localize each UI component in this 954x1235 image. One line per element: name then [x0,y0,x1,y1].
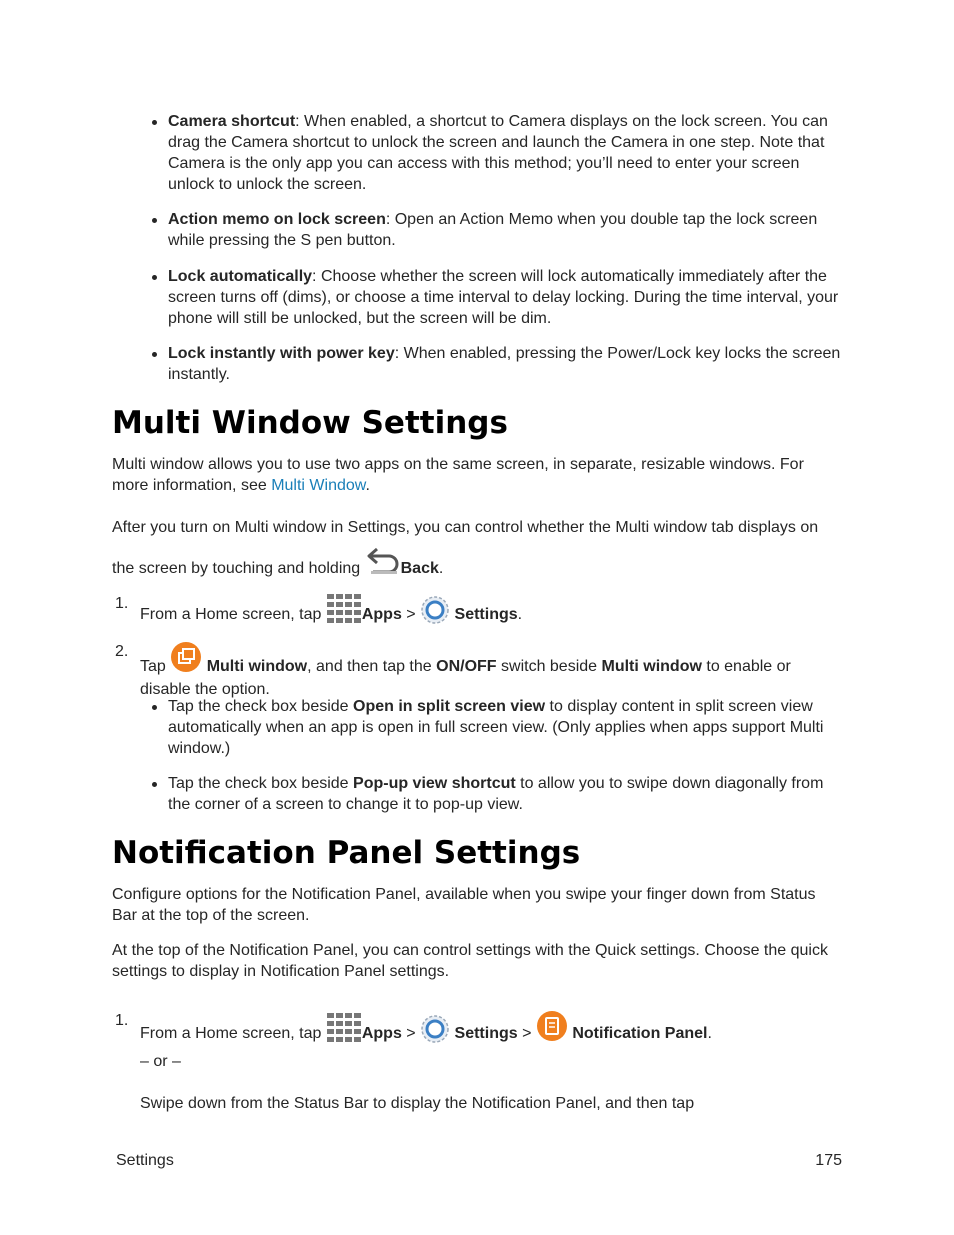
sub-text-b: to display content in split screen view automatically when an app is open in full screen view. (Only applies when apps support Multi window.) [168,698,824,757]
bullet-text: : When enabled, a shortcut to Camera displays on the lock screen. You can drag the Camera shortcut to unlock the screen and launch the Camera in one step. Note that Camera is the only app you can access with this method; you’ll need to enter your screen unlock to unlock the screen. [168,113,828,193]
settings-label: Settings [454,606,518,623]
bullet-term: Lock instantly with power key [168,345,395,362]
settings-gear-icon [420,595,450,631]
bullet-term: Lock automatically [168,268,313,285]
notification-panel-label: Notification Panel [572,1025,708,1042]
apps-grid-icon [326,1012,362,1050]
step-text-a: Tap [140,658,171,675]
sub-text-b: to allow you to swipe down diagonally from the corner of a screen to change it to pop-up view. [168,775,824,813]
separator: > [401,606,421,623]
multi-window-label-2: Multi window [601,658,702,675]
multi-window-para2 [112,510,842,590]
intro-end: . [365,477,370,494]
footer-section: Settings [116,1152,174,1169]
back-label: Back [400,560,439,577]
step-text-c: switch beside [496,658,602,675]
para2-end: . [438,560,444,577]
separator: > [517,1025,536,1042]
sub-bullet-popup-view [168,773,848,815]
heading-notification-panel: Notification Panel Settings [112,835,581,871]
bullet-lock-instantly [168,343,848,385]
heading-multi-window: Multi Window Settings [112,405,508,441]
notification-para1: Configure options for the Notification Panel, available when you swipe your finger down from Status Bar at the top of the screen. [112,886,816,924]
notification-panel-icon [536,1010,568,1048]
step-text-d: to enable or disable the option. [140,658,791,698]
settings-label: Settings [454,1025,518,1042]
sub-text-a: Tap the check box beside [168,698,354,715]
sub-bullet-split-screen [168,696,848,759]
multi-window-label: Multi window [206,658,308,675]
sub-term: Open in split screen view [353,698,546,715]
step-text [140,641,845,700]
step-number: 2. [115,643,129,660]
bullet-term: Camera shortcut [168,113,296,130]
swipe-instruction: Swipe down from the Status Bar to display the Notification Panel, and then tap [140,1095,695,1112]
step-end: . [707,1025,712,1042]
step-number: 1. [115,595,129,612]
bullet-camera-shortcut [168,111,848,195]
multi-window-icon [170,641,202,679]
or-separator: – or – [140,1053,181,1070]
step-text-a: From a Home screen, tap [140,606,326,623]
intro-text: Multi window allows you to use two apps on the same screen, in separate, resizable windows. For more information, see [112,456,804,494]
multi-window-link[interactable]: Multi Window [271,477,366,494]
settings-gear-icon [420,1014,450,1050]
footer-page-number: 175 [815,1152,842,1169]
back-icon [365,545,401,590]
bullet-action-memo [168,209,848,251]
step-number: 1. [115,1012,129,1029]
apps-grid-icon [326,593,362,631]
bullet-text: : When enabled, pressing the Power/Lock key locks the screen instantly. [168,345,841,383]
step-text-b: , and then tap the [307,658,437,675]
onoff-label: ON/OFF [436,658,497,675]
notification-para2: At the top of the Notification Panel, you can control settings with the Quick settings. Choose the quick settings to display in Notification Panel settings. [112,942,828,980]
step-text [140,1010,845,1050]
apps-label: Apps [361,1025,402,1042]
step-end: . [517,606,523,623]
separator: > [401,1025,421,1042]
step-text-a: From a Home screen, tap [140,1025,326,1042]
sub-text-a: Tap the check box beside [168,775,354,792]
bullet-text: : Choose whether the screen will lock automatically immediately after the screen turns off (dims), or choose a time interval to delay locking. During the time interval, your phone will still be unlocked, but the screen will be dim. [168,268,839,327]
para2-text: After you turn on Multi window in Settings, you can control whether the Multi window tab displays on the screen by touching and holding [112,519,819,577]
bullet-term: Action memo on lock screen [168,211,386,228]
apps-label: Apps [361,606,402,623]
step-text [140,593,845,631]
bullet-lock-automatically [168,266,848,329]
bullet-text: : Open an Action Memo when you double tap the lock screen while pressing the S pen button. [168,211,818,249]
sub-term: Pop-up view shortcut [353,775,516,792]
multi-window-intro [112,454,842,496]
